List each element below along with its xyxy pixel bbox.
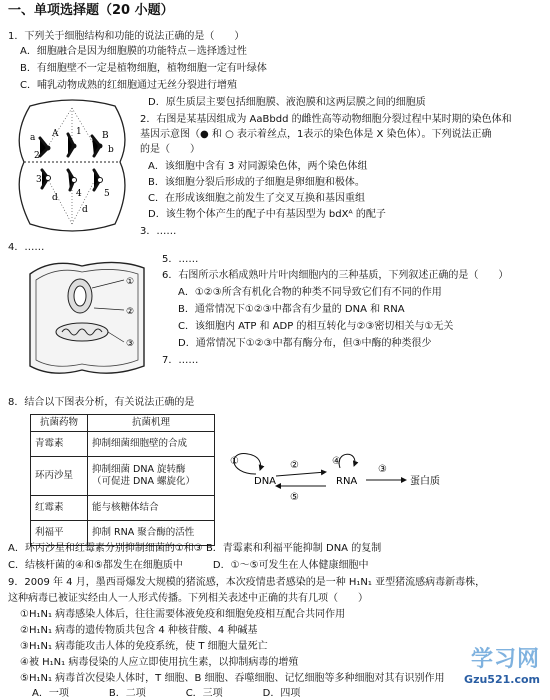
q9-statement-3: ③H₁N₁ 病毒能攻击人体的免疫系统，使 T 细胞大量死亡 [20, 641, 268, 652]
step-5-label: ⑤ [290, 492, 299, 503]
q7-placeholder: 7．…… [162, 355, 199, 366]
fig-label-b: b [108, 145, 114, 155]
watermark-site-text: Gzu521.com [464, 673, 540, 686]
table-cell-drug: 利福平 [31, 521, 88, 546]
dna-label: DNA [254, 476, 277, 487]
watermark-main-text: 学习网 [470, 647, 540, 672]
step-2-label: ② [290, 460, 299, 471]
fig-label-a: a [30, 133, 36, 143]
q9-options: A．一项 B．二项 C．三项 D．四项 [32, 688, 301, 699]
table-cell-mechanism: 抑制细菌细胞壁的合成 [88, 432, 215, 457]
table-cell-drug: 青霉素 [31, 432, 88, 457]
q8-options-line1: A．环丙沙星和红霉素分别抑制细菌的①和③ B．青霉素和利福平能抑制 DNA 的复制 [8, 543, 382, 554]
table-cell-mechanism [88, 457, 215, 496]
q2-stem-line1: 2．右图是某基因组成为 AaBbdd 的雌性高等动物细胞分裂过程中某时期的染色体和 [140, 114, 512, 125]
table-header-drug: 抗菌药物 [31, 415, 88, 432]
table-header-mechanism: 抗菌机理 [88, 415, 215, 432]
table-cell-drug: 环丙沙星 [31, 457, 88, 496]
q6-leaf-cell-diagram [22, 258, 152, 378]
fig-label-2: ② [126, 307, 135, 317]
q2-option-b: B．该细胞分裂后形成的子细胞是卵细胞和极体。 [148, 177, 365, 188]
step-1-label: ① [230, 456, 239, 467]
q4-placeholder: 4．…… [8, 242, 45, 253]
site-watermark [464, 642, 540, 686]
table-header-row [31, 415, 215, 432]
fig-label-3: ③ [126, 339, 135, 349]
fig-label-d2: d [82, 205, 88, 215]
q6-stem: 6．右图所示水稻成熟叶片叶肉细胞内的三种基质，下列叙述正确的是（ ） [162, 270, 509, 281]
q6-option-d: D．通常情况下①②③中都有酶分布，但③中酶的种类很少 [178, 338, 432, 349]
fig-label-1: ① [126, 277, 135, 287]
q3-placeholder: 3．…… [140, 226, 177, 237]
table-row [31, 432, 215, 457]
fig-label-4: 4 [76, 189, 82, 199]
fig-label-d1: d [52, 193, 58, 203]
q9-statement-1: ①H₁N₁ 病毒感染人体后，往往需要体液免疫和细胞免疫相互配合共同作用 [20, 609, 346, 620]
q9-statement-5: ⑤H₁N₁ 病毒首次侵染人体时，T 细胞、B 细胞、吞噬细胞、记忆细胞等多种细胞对其有识别作用 [20, 673, 445, 684]
q2-stem-line3: 的是（ ） [140, 144, 200, 155]
q2-option-c: C．在形成该细胞之前发生了交叉互换和基因重组 [148, 193, 365, 204]
q5-placeholder: 5．…… [162, 254, 199, 265]
fig-label-B: B [102, 131, 109, 141]
table-cell-mechanism: 能与核糖体结合 [88, 496, 215, 521]
table-cell-mechanism-line2: （可促进 DNA 螺旋化） [92, 476, 195, 487]
q2-cell-diagram [10, 96, 135, 236]
protein-label: 蛋白质 [410, 476, 440, 487]
q1-option-d: D．原生质层主要包括细胞膜、液泡膜和这两层膜之间的细胞质 [148, 97, 426, 108]
fig-label-3: 3 [36, 175, 42, 185]
step-3-label: ③ [378, 464, 387, 475]
fig-label-5: 5 [104, 189, 110, 199]
rna-label: RNA [336, 476, 358, 487]
q6-option-a: A．①②③所含有机化合物的种类不同导致它们有不同的作用 [178, 287, 442, 298]
section-title: 一、单项选择题（20 小题） [8, 3, 174, 18]
table-cell-mechanism-line1: 抑制细菌 DNA 旋转酶 [92, 464, 186, 475]
q1-option-b: B．有细胞壁不一定是植物细胞，植物细胞一定有叶绿体 [20, 63, 267, 74]
q9-stem-line2: 这种病毒已被证实经由人一人形式传播。下列相关表述中正确的共有几项（ ） [8, 593, 368, 604]
table-row [31, 457, 215, 496]
table-cell-drug: 红霉素 [31, 496, 88, 521]
step-4-label: ④ [332, 456, 341, 467]
q9-statement-4: ④被 H₁N₁ 病毒侵染的人应立即使用抗生素，以抑制病毒的增殖 [20, 657, 299, 668]
q6-option-c: C．该细胞内 ATP 和 ADP 的相互转化与②③密切相关与①无关 [178, 321, 454, 332]
fig-label-2: 2 [34, 151, 40, 161]
table-cell-mechanism: 抑制 RNA 聚合酶的活性 [88, 521, 215, 546]
q2-option-d: D．该生物个体产生的配子中有基因型为 bdXᴬ 的配子 [148, 209, 386, 220]
q9-stem-line1: 9．2009 年 4 月，墨西哥爆发大规模的猪流感，本次疫情患者感染的是一种 H₁N₁ 亚型猪流感病毒新毒株， [8, 577, 486, 588]
q8-options-line2: C．结核杆菌的④和⑤都发生在细胞质中 D．①～⑤可发生在人体健康细胞中 [8, 560, 369, 571]
q1-option-a: A．细胞融合是因为细胞膜的功能特点－选择透过性 [20, 46, 247, 57]
q9-statement-2: ②H₁N₁ 病毒的遗传物质共包含 4 种核苷酸、4 种碱基 [20, 625, 258, 636]
q1-stem: 1．下列关于细胞结构和功能的说法正确的是（ ） [8, 31, 245, 42]
central-dogma-diagram [228, 452, 468, 510]
fig-label-A: A [52, 129, 59, 139]
q2-stem-line2: 基因示意图（● 和 ○ 表示着丝点，1表示的染色体是 X 染色体）。下列说法正确 [140, 129, 492, 140]
q2-option-a: A．该细胞中含有 3 对同源染色体，两个染色体组 [148, 161, 368, 172]
q8-stem: 8．结合以下图表分析，有关说法正确的是 [8, 397, 195, 408]
antibiotic-table [30, 414, 215, 546]
q1-option-c: C．哺乳动物成熟的红细胞通过无丝分裂进行增殖 [20, 80, 237, 91]
table-row [31, 496, 215, 521]
q6-option-b: B．通常情况下①②③中都含有少量的 DNA 和 RNA [178, 304, 405, 315]
fig-label-1: 1 [76, 127, 82, 137]
